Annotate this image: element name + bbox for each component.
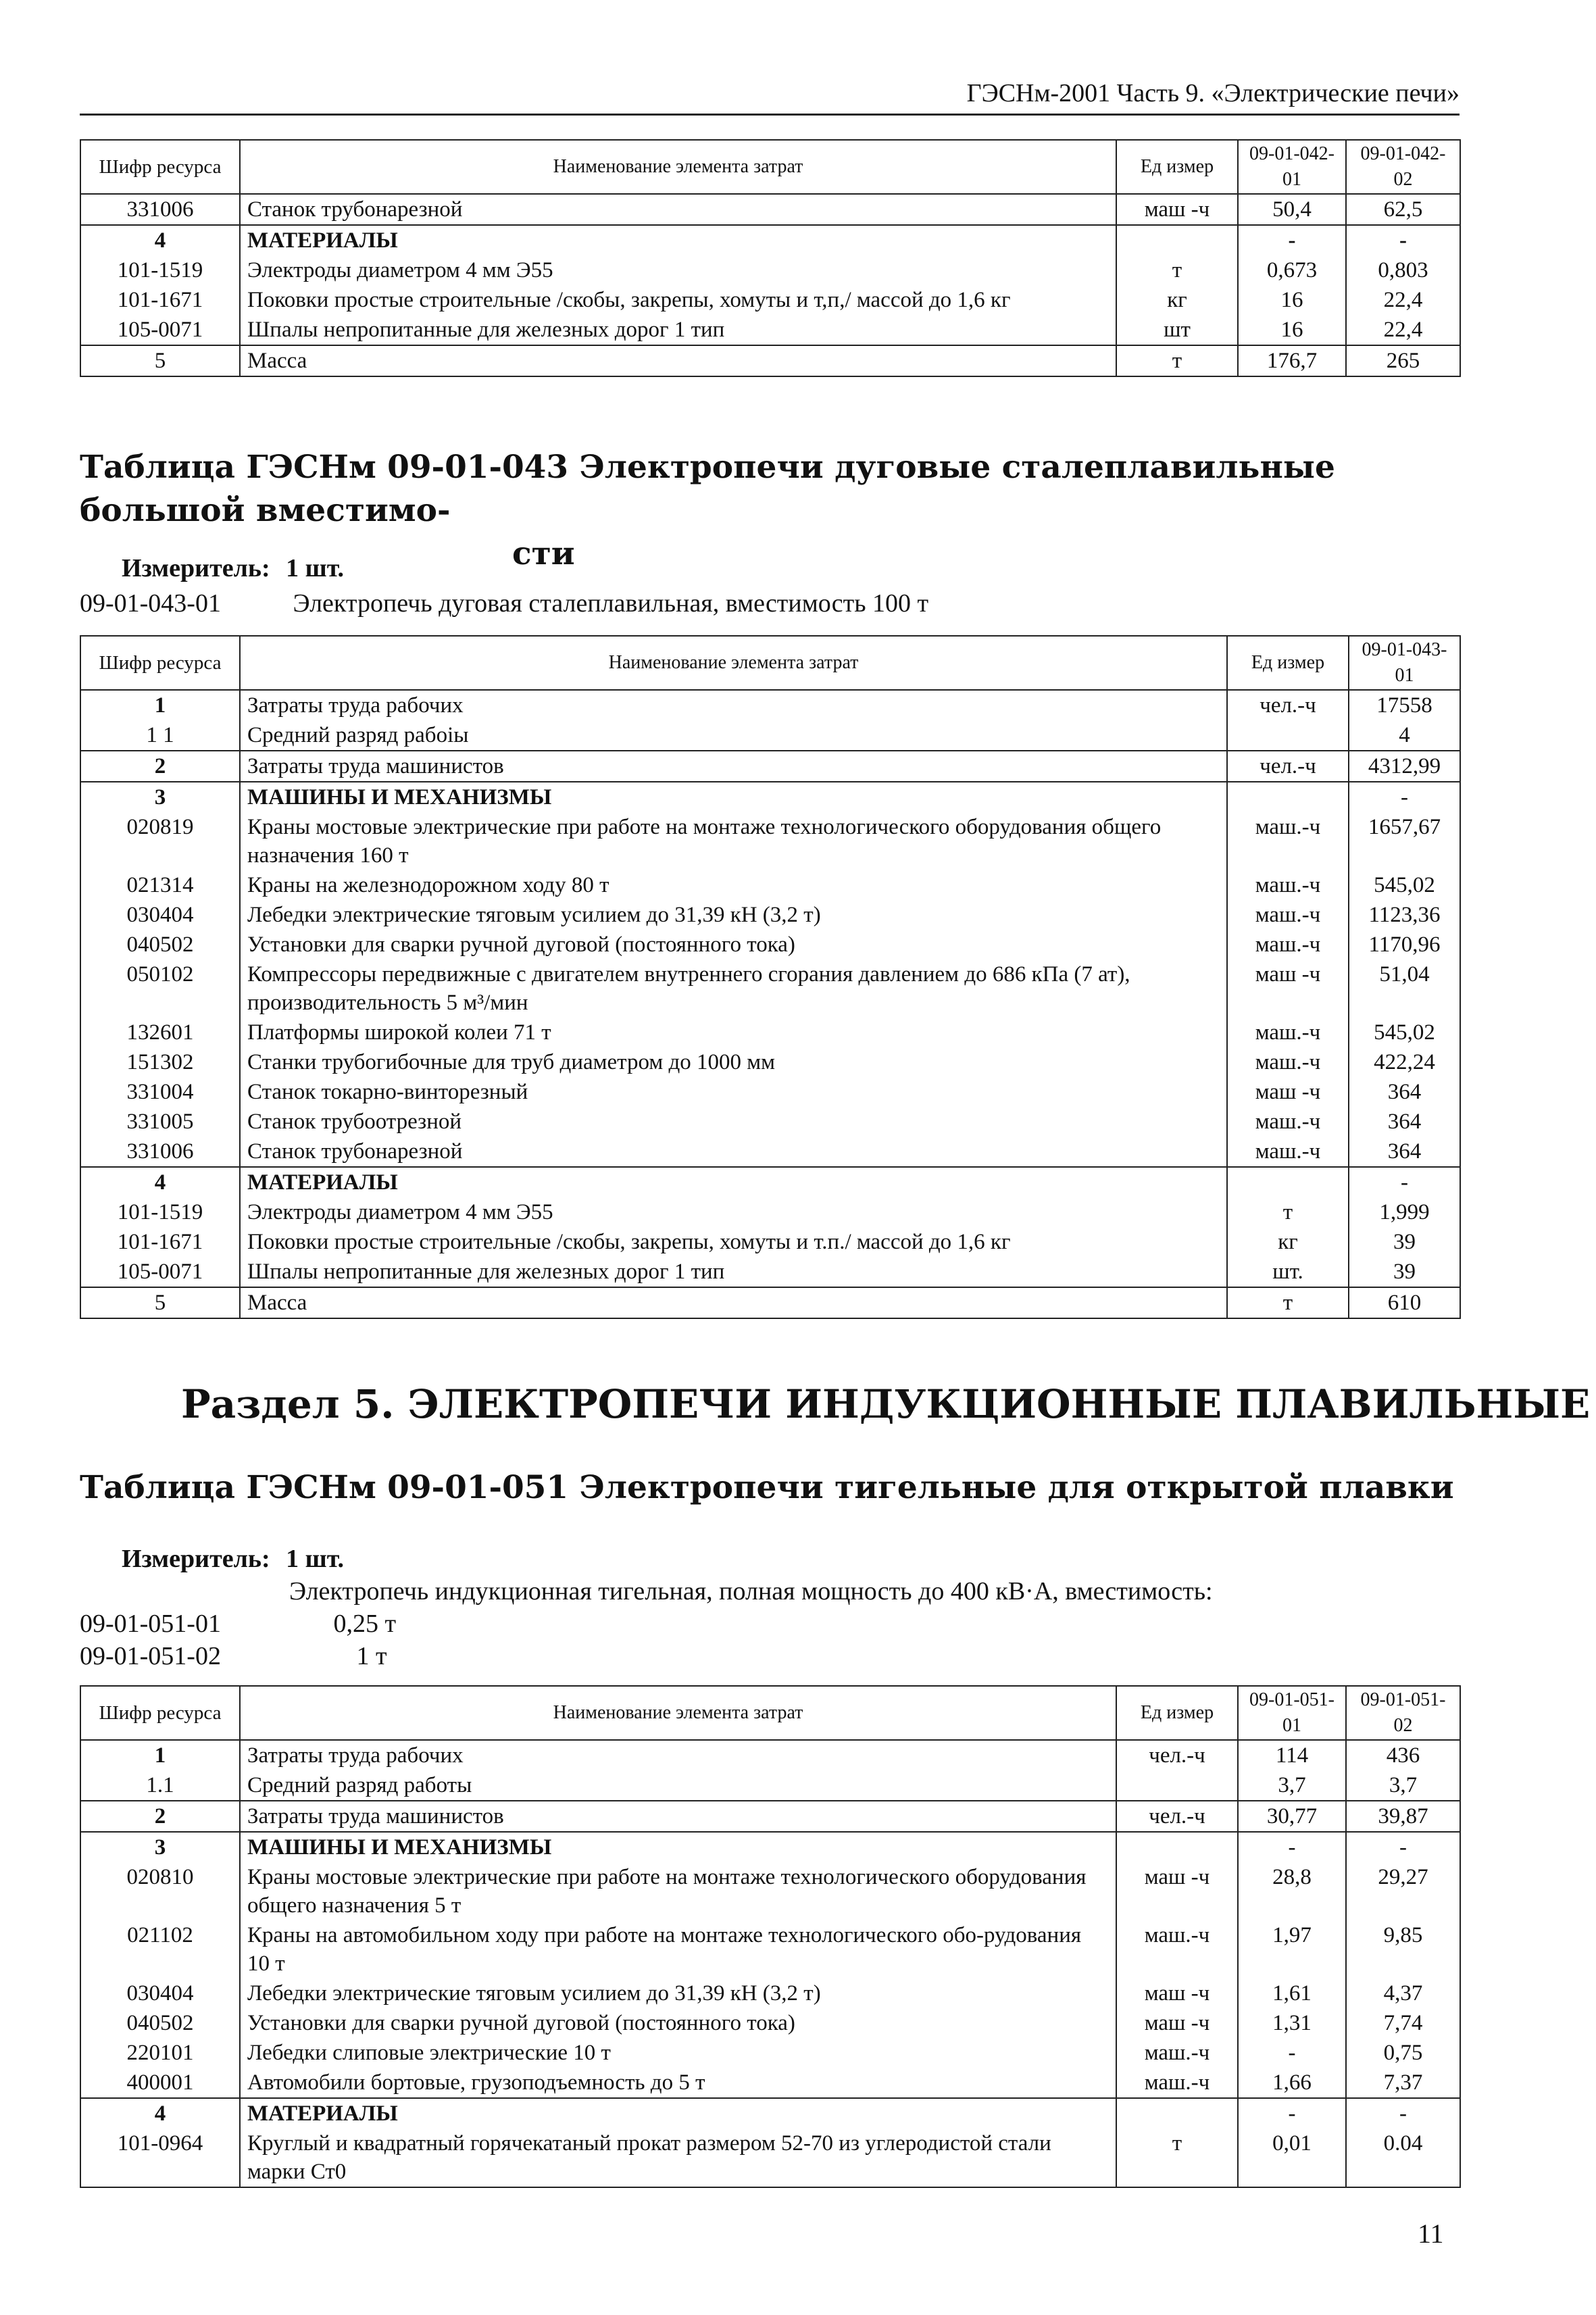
cell-v1: 4312,99: [1349, 751, 1460, 782]
cell-v2: 29,27: [1346, 1862, 1460, 1920]
cell-v1: 17558: [1349, 690, 1460, 720]
col-header-name: Наименование элемента затрат: [240, 140, 1116, 194]
col-header-code: Шифр ресурса: [80, 140, 240, 194]
cell-v1: 1,97: [1238, 1920, 1346, 1978]
table-row: [80, 225, 1460, 255]
cell-name: Лебедки электрические тяговым усилием до 31,39 кН (3,2 т): [240, 900, 1227, 930]
cell-unit: маш.-ч: [1227, 812, 1349, 870]
cell-name: Станок трубонарезной: [240, 1137, 1227, 1167]
cell-v2: 0,75: [1346, 2038, 1460, 2068]
cell-unit: т: [1227, 1197, 1349, 1227]
cell-name: Краны мостовые электрические при работе на монтаже технологического оборудования общего назначения 160 т: [240, 812, 1227, 870]
cell-v1: -: [1238, 1832, 1346, 1862]
cell-v1: 28,8: [1238, 1862, 1346, 1920]
cell-unit: маш.-ч: [1227, 930, 1349, 960]
cell-code: 331006: [80, 194, 240, 225]
cell-unit: маш.-ч: [1227, 900, 1349, 930]
cell-name: Круглый и квадратный горячекатаный прокат размером 52-70 из углеродистой стали марки Ст0: [240, 2129, 1116, 2187]
cell-name: Установки для сварки ручной дуговой (постоянного тока): [240, 930, 1227, 960]
cell-name: МАТЕРИАЛЫ: [240, 225, 1116, 255]
item-code: 09-01-043-01: [80, 589, 221, 618]
cell-unit: кг: [1116, 285, 1238, 315]
section-title: Раздел 5. ЭЛЕКТРОПЕЧИ ИНДУКЦИОННЫЕ ПЛАВИЛЬНЫЕ: [181, 1381, 1591, 1427]
cell-v1: 51,04: [1349, 960, 1460, 1018]
table-row: [80, 782, 1460, 812]
table-row: [80, 255, 1460, 285]
col-header-v2: 09-01-042-02: [1346, 140, 1460, 194]
table-row: [80, 1167, 1460, 1197]
table-row: [80, 690, 1460, 720]
cell-v1: 50,4: [1238, 194, 1346, 225]
cell-code: 101-1671: [80, 1227, 240, 1257]
table-row: [80, 1978, 1460, 2008]
col-header-v1: 09-01-051-01: [1238, 1686, 1346, 1740]
cell-unit: маш.-ч: [1116, 1920, 1238, 1978]
cell-name: Станок токарно-винторезный: [240, 1077, 1227, 1107]
cell-v1: 364: [1349, 1137, 1460, 1167]
cell-code: 101-1671: [80, 285, 240, 315]
cell-v1: 364: [1349, 1077, 1460, 1107]
table-row: [80, 960, 1460, 1018]
cell-code: 101-1519: [80, 255, 240, 285]
table-row: [80, 285, 1460, 315]
cell-v1: 1657,67: [1349, 812, 1460, 870]
table-row: [80, 2129, 1460, 2187]
resource-table-042: [80, 139, 1461, 377]
table-row: [80, 2038, 1460, 2068]
resource-table-051: [80, 1685, 1461, 2188]
table-row: [80, 812, 1460, 870]
col-header-v1: 09-01-043-01: [1349, 636, 1460, 690]
cell-code: 040502: [80, 930, 240, 960]
cell-v1: 422,24: [1349, 1047, 1460, 1077]
cell-name: Станки трубогибочные для труб диаметром до 1000 мм: [240, 1047, 1227, 1077]
table-row: [80, 2098, 1460, 2129]
cell-name: Лебедки электрические тяговым усилием до 31,39 кН (3,2 т): [240, 1978, 1116, 2008]
cell-name: МАШИНЫ И МЕХАНИЗМЫ: [240, 782, 1227, 812]
cell-name: Станок трубонарезной: [240, 194, 1116, 225]
col-header-v2: 09-01-051-02: [1346, 1686, 1460, 1740]
cell-unit: чел.-ч: [1116, 1740, 1238, 1770]
cell-v1: 1123,36: [1349, 900, 1460, 930]
col-header-unit: Ед измер: [1116, 140, 1238, 194]
cell-code: 3: [80, 1832, 240, 1862]
col-header-unit: Ед измер: [1116, 1686, 1238, 1740]
cell-unit: маш.-ч: [1227, 1107, 1349, 1137]
cell-v1: 545,02: [1349, 1018, 1460, 1047]
cell-v1: 39: [1349, 1227, 1460, 1257]
item-code: 09-01-051-02: [80, 1642, 221, 1670]
cell-unit: [1227, 1167, 1349, 1197]
cell-unit: маш.-ч: [1116, 2068, 1238, 2098]
cell-code: 132601: [80, 1018, 240, 1047]
measure-value: 1 шт.: [286, 1545, 345, 1573]
cell-code: 2: [80, 1801, 240, 1832]
cell-v1: 39: [1349, 1257, 1460, 1287]
cell-name: Средний разряд работы: [240, 1770, 1116, 1801]
running-header: [80, 76, 1460, 116]
cell-name: Затраты труда машинистов: [240, 751, 1227, 782]
cell-code: 331005: [80, 1107, 240, 1137]
cell-name: Шпалы непропитанные для железных дорог 1 тип: [240, 315, 1116, 345]
cell-v1: -: [1238, 2098, 1346, 2129]
cell-unit: маш -ч: [1227, 960, 1349, 1018]
col-header-name: Наименование элемента затрат: [240, 1686, 1116, 1740]
item-row-043-01: [80, 588, 928, 619]
cell-name: Масса: [240, 1287, 1227, 1318]
cell-name: Краны на железнодорожном ходу 80 т: [240, 870, 1227, 900]
table-row: [80, 900, 1460, 930]
table-title-051: Таблица ГЭСНм 09-01-051 Электропечи тигельные для открытой плавки: [80, 1469, 1454, 1506]
table-row: [80, 1920, 1460, 1978]
cell-unit: маш -ч: [1116, 194, 1238, 225]
table-title-line1: Таблица ГЭСНм 09-01-043 Электропечи дуговые сталеплавильные большой вместимо-: [80, 449, 1335, 529]
cell-v1: 1,31: [1238, 2008, 1346, 2038]
col-header-code: Шифр ресурса: [80, 1686, 240, 1740]
cell-v1: 4: [1349, 720, 1460, 751]
table-row: [80, 1018, 1460, 1047]
cell-v1: 1170,96: [1349, 930, 1460, 960]
cell-code: 020819: [80, 812, 240, 870]
table-row: [80, 870, 1460, 900]
table-row: [80, 720, 1460, 751]
table-row: [80, 1257, 1460, 1287]
cell-code: 1.1: [80, 1770, 240, 1801]
cell-code: 040502: [80, 2008, 240, 2038]
cell-unit: [1227, 782, 1349, 812]
cell-name: Затраты труда машинистов: [240, 1801, 1116, 1832]
cell-v1: -: [1238, 225, 1346, 255]
table-row: [80, 194, 1460, 225]
item-code: 09-01-051-01: [80, 1610, 221, 1638]
cell-v1: -: [1349, 1167, 1460, 1197]
cell-code: 331004: [80, 1077, 240, 1107]
cell-code: 105-0071: [80, 315, 240, 345]
cell-v1: 610: [1349, 1287, 1460, 1318]
measure-label: Измеритель:: [122, 554, 270, 582]
table-row: [80, 1077, 1460, 1107]
table-row: [80, 930, 1460, 960]
cell-v2: 7,37: [1346, 2068, 1460, 2098]
cell-v2: -: [1346, 2098, 1460, 2129]
cell-unit: кг: [1227, 1227, 1349, 1257]
cell-v2: -: [1346, 225, 1460, 255]
table-row: [80, 751, 1460, 782]
cell-name: Установки для сварки ручной дуговой (постоянного тока): [240, 2008, 1116, 2038]
cell-unit: чел.-ч: [1227, 690, 1349, 720]
cell-v2: 265: [1346, 345, 1460, 376]
cell-v2: 436: [1346, 1740, 1460, 1770]
cell-name: Автомобили бортовые, грузоподъемность до 5 т: [240, 2068, 1116, 2098]
cell-v1: 1,61: [1238, 1978, 1346, 2008]
resource-table-043: [80, 635, 1461, 1319]
cell-unit: чел.-ч: [1116, 1801, 1238, 1832]
cell-unit: маш.-ч: [1116, 2038, 1238, 2068]
cell-name: Поковки простые строительные /скобы, закрепы, хомуты и т,п,/ массой до 1,6 кг: [240, 285, 1116, 315]
cell-v1: 16: [1238, 315, 1346, 345]
measure-051: [122, 1543, 344, 1574]
table-row: [80, 1137, 1460, 1167]
table-row: [80, 1770, 1460, 1801]
cell-unit: шт: [1116, 315, 1238, 345]
cell-v1: 1,66: [1238, 2068, 1346, 2098]
col-header-v1: 09-01-042-01: [1238, 140, 1346, 194]
cell-name: Лебедки слиповые электрические 10 т: [240, 2038, 1116, 2068]
table-row: [80, 1227, 1460, 1257]
table-row: [80, 1862, 1460, 1920]
cell-v1: -: [1349, 782, 1460, 812]
cell-v1: 0,01: [1238, 2129, 1346, 2187]
table-row: [80, 315, 1460, 345]
cell-unit: [1116, 225, 1238, 255]
cell-unit: маш -ч: [1116, 1978, 1238, 2008]
table-row: [80, 345, 1460, 376]
running-title: ГЭСНм-2001 Часть 9. «Электрические печи»: [966, 79, 1460, 107]
cell-code: 151302: [80, 1047, 240, 1077]
cell-v2: 9,85: [1346, 1920, 1460, 1978]
cell-code: 020810: [80, 1862, 240, 1920]
cell-code: 4: [80, 225, 240, 255]
cell-v2: 22,4: [1346, 315, 1460, 345]
table-row: [80, 1832, 1460, 1862]
cell-name: Масса: [240, 345, 1116, 376]
item-desc: Электропечь дуговая сталеплавильная, вместимость 100 т: [293, 589, 929, 618]
cell-v1: 16: [1238, 285, 1346, 315]
cell-name: Платформы широкой колеи 71 т: [240, 1018, 1227, 1047]
item-row-051-01: [80, 1608, 396, 1639]
cell-name: Средний разряд рабоіы: [240, 720, 1227, 751]
cell-name: Компрессоры передвижные с двигателем внутреннего сгорания давлением до 686 кПа (7 ат), производительность 5 м³/мин: [240, 960, 1227, 1018]
cell-name: Станок трубоотрезной: [240, 1107, 1227, 1137]
cell-name: Затраты труда рабочих: [240, 1740, 1116, 1770]
item-row-051-02: [80, 1641, 387, 1672]
table-row: [80, 1287, 1460, 1318]
cell-v2: 3,7: [1346, 1770, 1460, 1801]
cell-name: Затраты труда рабочих: [240, 690, 1227, 720]
cell-code: 021102: [80, 1920, 240, 1978]
cell-name: Краны мостовые электрические при работе на монтаже технологического оборудования общего назначения 5 т: [240, 1862, 1116, 1920]
page-number: 11: [1418, 2218, 1444, 2249]
measure-043: [122, 553, 344, 584]
table-row: [80, 1047, 1460, 1077]
table-row: [80, 1107, 1460, 1137]
cell-v2: 22,4: [1346, 285, 1460, 315]
cell-unit: маш.-ч: [1227, 870, 1349, 900]
cell-code: 1: [80, 690, 240, 720]
table-row: [80, 2068, 1460, 2098]
cell-code: 2: [80, 751, 240, 782]
col-header-code: Шифр ресурса: [80, 636, 240, 690]
cell-code: 220101: [80, 2038, 240, 2068]
cell-code: 5: [80, 345, 240, 376]
cell-code: 5: [80, 1287, 240, 1318]
item-value: 1 т: [356, 1642, 387, 1670]
cell-name: МАТЕРИАЛЫ: [240, 2098, 1116, 2129]
cell-v1: 1,999: [1349, 1197, 1460, 1227]
cell-code: 101-0964: [80, 2129, 240, 2187]
cell-code: 021314: [80, 870, 240, 900]
cell-code: 105-0071: [80, 1257, 240, 1287]
cell-v1: 30,77: [1238, 1801, 1346, 1832]
cell-unit: [1116, 2098, 1238, 2129]
col-header-unit: Ед измер: [1227, 636, 1349, 690]
cell-code: 101-1519: [80, 1197, 240, 1227]
cell-name: Электроды диаметром 4 мм Э55: [240, 1197, 1227, 1227]
cell-v1: 176,7: [1238, 345, 1346, 376]
cell-v2: 0.04: [1346, 2129, 1460, 2187]
cell-code: 030404: [80, 900, 240, 930]
cell-unit: маш -ч: [1116, 2008, 1238, 2038]
cell-v2: 0,803: [1346, 255, 1460, 285]
cell-unit: шт.: [1227, 1257, 1349, 1287]
table-row: [80, 1801, 1460, 1832]
cell-v2: -: [1346, 1832, 1460, 1862]
item-value: 0,25 т: [333, 1610, 397, 1638]
cell-unit: чел.-ч: [1227, 751, 1349, 782]
cell-unit: т: [1116, 2129, 1238, 2187]
table-row: [80, 1197, 1460, 1227]
cell-name: Электроды диаметром 4 мм Э55: [240, 255, 1116, 285]
cell-unit: т: [1227, 1287, 1349, 1318]
item-desc-051: Электропечь индукционная тигельная, полная мощность до 400 кВ·А, вместимость:: [289, 1577, 1213, 1605]
measure-label: Измеритель:: [122, 1545, 270, 1573]
cell-unit: маш.-ч: [1227, 1018, 1349, 1047]
table-title-line2: сти: [512, 535, 575, 572]
cell-unit: [1116, 1770, 1238, 1801]
cell-name: Поковки простые строительные /скобы, закрепы, хомуты и т.п./ массой до 1,6 кг: [240, 1227, 1227, 1257]
cell-name: МАШИНЫ И МЕХАНИЗМЫ: [240, 1832, 1116, 1862]
cell-v2: 4,37: [1346, 1978, 1460, 2008]
table-row: [80, 2008, 1460, 2038]
cell-v1: 114: [1238, 1740, 1346, 1770]
cell-unit: маш -ч: [1116, 1862, 1238, 1920]
cell-code: 400001: [80, 2068, 240, 2098]
cell-name: Шпалы непропитанные для железных дорог 1 тип: [240, 1257, 1227, 1287]
cell-code: 030404: [80, 1978, 240, 2008]
cell-code: 1 1: [80, 720, 240, 751]
cell-code: 050102: [80, 960, 240, 1018]
cell-v1: 545,02: [1349, 870, 1460, 900]
cell-unit: маш.-ч: [1227, 1137, 1349, 1167]
cell-unit: [1116, 1832, 1238, 1862]
cell-v1: 3,7: [1238, 1770, 1346, 1801]
table-row: [80, 1740, 1460, 1770]
cell-unit: т: [1116, 345, 1238, 376]
cell-unit: маш.-ч: [1227, 1047, 1349, 1077]
cell-v2: 62,5: [1346, 194, 1460, 225]
cell-code: 1: [80, 1740, 240, 1770]
cell-unit: т: [1116, 255, 1238, 285]
cell-code: 3: [80, 782, 240, 812]
cell-v2: 7,74: [1346, 2008, 1460, 2038]
cell-v1: -: [1238, 2038, 1346, 2068]
cell-v1: 0,673: [1238, 255, 1346, 285]
cell-code: 4: [80, 2098, 240, 2129]
cell-code: 4: [80, 1167, 240, 1197]
cell-name: Краны на автомобильном ходу при работе на монтаже технологического обо-рудования 10 т: [240, 1920, 1116, 1978]
cell-code: 331006: [80, 1137, 240, 1167]
cell-unit: [1227, 720, 1349, 751]
cell-v1: 364: [1349, 1107, 1460, 1137]
cell-name: МАТЕРИАЛЫ: [240, 1167, 1227, 1197]
cell-v2: 39,87: [1346, 1801, 1460, 1832]
cell-unit: маш -ч: [1227, 1077, 1349, 1107]
measure-value: 1 шт.: [286, 554, 345, 582]
col-header-name: Наименование элемента затрат: [240, 636, 1227, 690]
